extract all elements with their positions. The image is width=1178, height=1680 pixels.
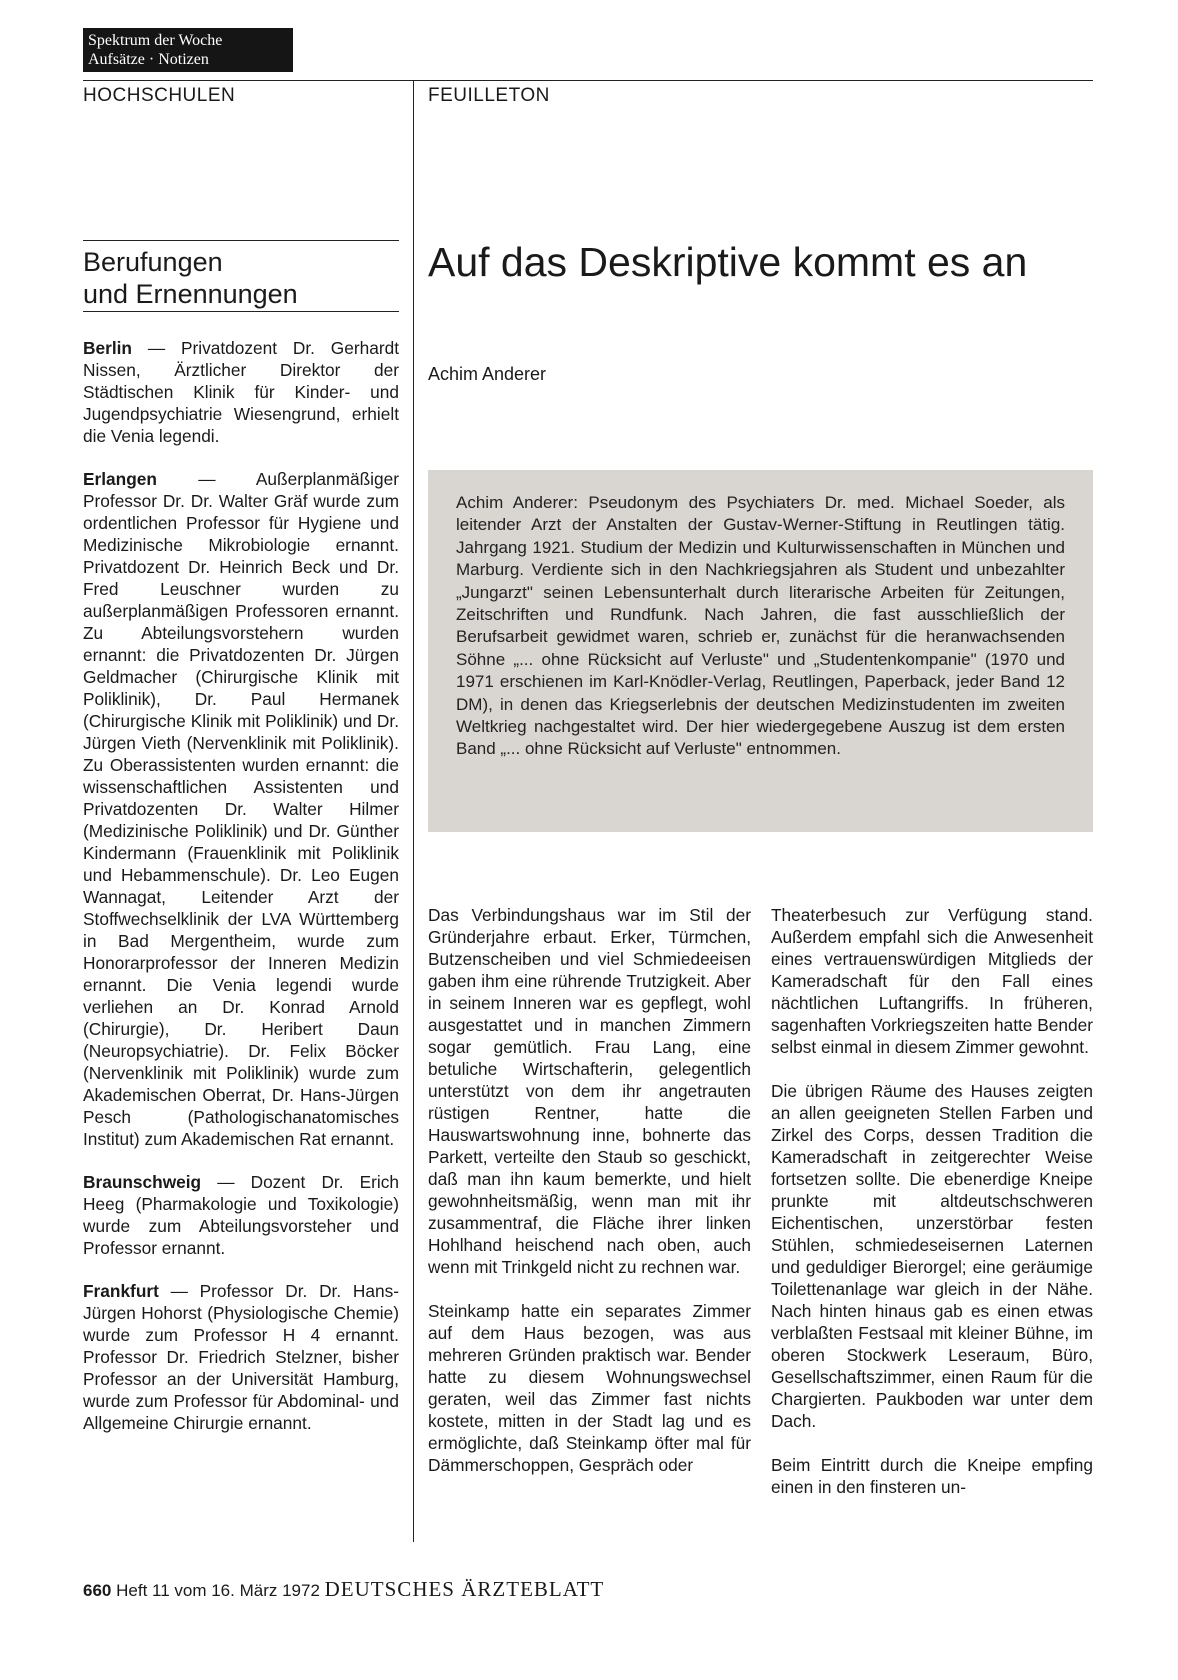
entry-text: — Außerplanmäßiger Professor Dr. Dr. Walter Gräf wurde zum ordentlichen Professor für Hygiene und Medizinische Mikrobiologie ernannt. Privatdozent Dr. Heinrich Beck und Dr. Fred Leuschner wurden zu außerplanmäßigen Professoren ernannt. Zu Abteilungsvorstehern wurden ernannt: die Privatdozenten Dr. Jürgen Geldmacher (Chirurgische Klinik mit Poliklinik), Dr. Paul Hermanek (Chirurgische Klinik mit Poliklinik) und Dr. Jürgen Vieth (Nervenklinik mit Poliklinik). Zu Oberassistenten wurden ernannt: die wissenschaftlichen Assistenten und Privatdozenten Dr. Walter Hilmer (Medizinische Poliklinik) und Dr. Günther Kindermann (Frauenklinik mit Poliklinik und Hebammenschule). Dr. Leo Eugen Wannagat, Leitender Arzt der Stoffwechselklinik der LVA Württemberg in Bad Mergentheim, wurde zum Honorarprofessor der Inneren Medizin ernannt. Die Venia legendi wurde verliehen an Dr. Konrad Arnold (Chirurgie), Dr. Heribert Daun (Neuropsychiatrie). Dr. Felix Böcker (Nervenklinik mit Poliklinik) wurde zum Akademischen Oberrat, Dr. Hans-Jürgen Pesch (Pathologischanatomisches Institut) zum Akademischen Rat ernannt.	[83, 469, 399, 1149]
article-title: Auf das Deskriptive kommt es an	[428, 239, 1028, 285]
entry-berlin	[83, 337, 399, 447]
entry-erlangen	[83, 468, 399, 1150]
issue-info: Heft 11 vom 16. März 1972	[116, 1581, 320, 1600]
left-title-line-1: Berufungen	[83, 247, 223, 277]
entry-braunschweig	[83, 1171, 399, 1259]
column-divider	[413, 80, 414, 1542]
entry-city: Erlangen	[83, 469, 157, 489]
article-paragraph: Die übrigen Räume des Hauses zeigten an allen geeigneten Stellen Farben und Zirkel des Corps, dessen Tradition die Kameradschaft in zeitgerechter Weise fortsetzen sollte. Die ebenerdige Kneipe prunkte mit altdeutschschweren Eichentischen, unzerstörbar festen Stühlen, schmiedeseisernen Laternen und geduldiger Bierorgel; eine geräumige Toilettenanlage war gleich in der Nähe. Nach hinten hinaus gab es einen etwas verblaßten Festsaal mit kleiner Bühne, im oberen Stockwerk Leseraum, Büro, Gesellschaftszimmer, einen Raum für die Chargierten. Paukboden war unter dem Dach.	[771, 1081, 1093, 1431]
entry-text: — Dozent Dr. Erich Heeg (Pharmakologie und Toxikologie) wurde zum Abteilungsvorsteher und Professor ernannt.	[83, 1172, 399, 1258]
article-paragraph: Theaterbesuch zur Verfügung stand. Außerdem empfahl sich die Anwesenheit eines vertrauenswürdigen Mitglieds der Kameradschaft für den Fall eines nächtlichen Luftangriffs. In früheren, sagenhaften Vorkriegszeiten hatte Bender selbst einmal in diesem Zimmer gewohnt.	[771, 905, 1093, 1057]
journal-name: DEUTSCHES ÄRZTEBLATT	[324, 1577, 605, 1601]
entry-text: — Privatdozent Dr. Gerhardt Nissen, Ärztlicher Direktor der Städtischen Klinik für Kinder- und Jugendpsychiatrie Wiesengrund, erhielt die Venia legendi.	[83, 338, 399, 446]
article-column-right	[771, 904, 1093, 1520]
article-paragraph: Das Verbindungshaus war im Stil der Gründerjahre erbaut. Erker, Türmchen, Butzenscheiben und viel Schmiedeeisen gaben ihm eine rührende Trutzigkeit. Aber in seinem Inneren war es gepflegt, wohl ausgestattet und in manchen Zimmern sogar gemütlich. Frau Lang, eine betuliche Wirtschafterin, gelegentlich unterstützt von dem ihr angetrauten rüstigen Rentner, hatte die Hauswartswohnung inne, bohnerte das Parkett, verteilte den Staub so geschickt, daß man ihn kaum bemerkte, und hielt gewohnheitsmäßig, wenn man mit ihr zusammentraf, die Fläche ihrer linken Hohlhand heischend nach oben, auch wenn mit Trinkgeld nicht zu rechnen war.	[428, 905, 751, 1277]
entry-text: — Professor Dr. Dr. Hans-Jürgen Hohorst (Physiologische Chemie) wurde zum Professor H 4 ernannt. Professor Dr. Friedrich Stelzner, bisher Professor an der Universität Hamburg, wurde zum Professor für Abdominal- und Allgemeine Chirurgie ernannt.	[83, 1281, 399, 1433]
tag-line-2: Aufsätze · Notizen	[88, 51, 209, 68]
section-tag	[83, 28, 293, 72]
appointments-column	[83, 337, 399, 1455]
article-paragraph: Steinkamp hatte ein separates Zimmer auf dem Haus bezogen, was aus mehreren Gründen praktisch war. Bender hatte zu diesem Wohnungswechsel geraten, weil das Zimmer fast nichts kostete, mitten in der Stadt lag und es ermöglichte, daß Steinkamp öfter mal für Dämmerschoppen, Gespräch oder	[428, 1301, 751, 1475]
entry-city: Berlin	[83, 338, 132, 358]
left-title-line-2: und Ernennungen	[83, 279, 298, 309]
entry-frankfurt	[83, 1280, 399, 1434]
entry-city: Frankfurt	[83, 1281, 159, 1301]
author-bio: Achim Anderer: Pseudonym des Psychiaters Dr. med. Michael Soeder, als leitender Arzt der Anstalten der Gustav-Werner-Stiftung in Reutlingen tätig. Jahrgang 1921. Studium der Medizin und Kulturwissenschaften in München und Marburg. Verdiente sich in den Nachkriegsjahren als Student und unbezahlter „Jungarzt" seinen Lebensunterhalt durch literarische Arbeiten für Zeitungen, Zeitschriften und Rundfunk. Nach Jahren, die fast ausschließlich der Berufsarbeit gewidmet waren, schrieb er, zunächst für die heranwachsenden Söhne „... ohne Rücksicht auf Verluste" und „Studentenkompanie" (1970 und 1971 erschienen im Karl-Knödler-Verlag, Reutlingen, Paperback, jeder Band 12 DM), in denen das Kriegserlebnis der deutschen Medizinstudenten im zweiten Weltkrieg nachgestaltet wird. Der hier wiedergegebene Auszug ist dem ersten Band „... ohne Rücksicht auf Verluste" entnommen.	[456, 493, 1065, 759]
page-footer	[83, 1577, 604, 1602]
entry-city: Braunschweig	[83, 1172, 202, 1192]
section-hochschulen: HOCHSCHULEN	[83, 85, 236, 106]
article-author: Achim Anderer	[428, 364, 547, 384]
article-column-middle	[428, 904, 751, 1498]
page-number: 660	[83, 1581, 112, 1600]
left-title-rule-bottom	[83, 311, 399, 312]
section-feuilleton: FEUILLETON	[428, 85, 550, 106]
top-rule	[83, 80, 1093, 81]
author-bio-box	[428, 470, 1093, 832]
tag-line-1: Spektrum der Woche	[88, 32, 223, 49]
article-paragraph: Beim Eintritt durch die Kneipe empfing einen in den finsteren un-	[771, 1455, 1093, 1497]
left-title-rule-top	[83, 240, 399, 241]
left-column-title	[83, 246, 399, 310]
